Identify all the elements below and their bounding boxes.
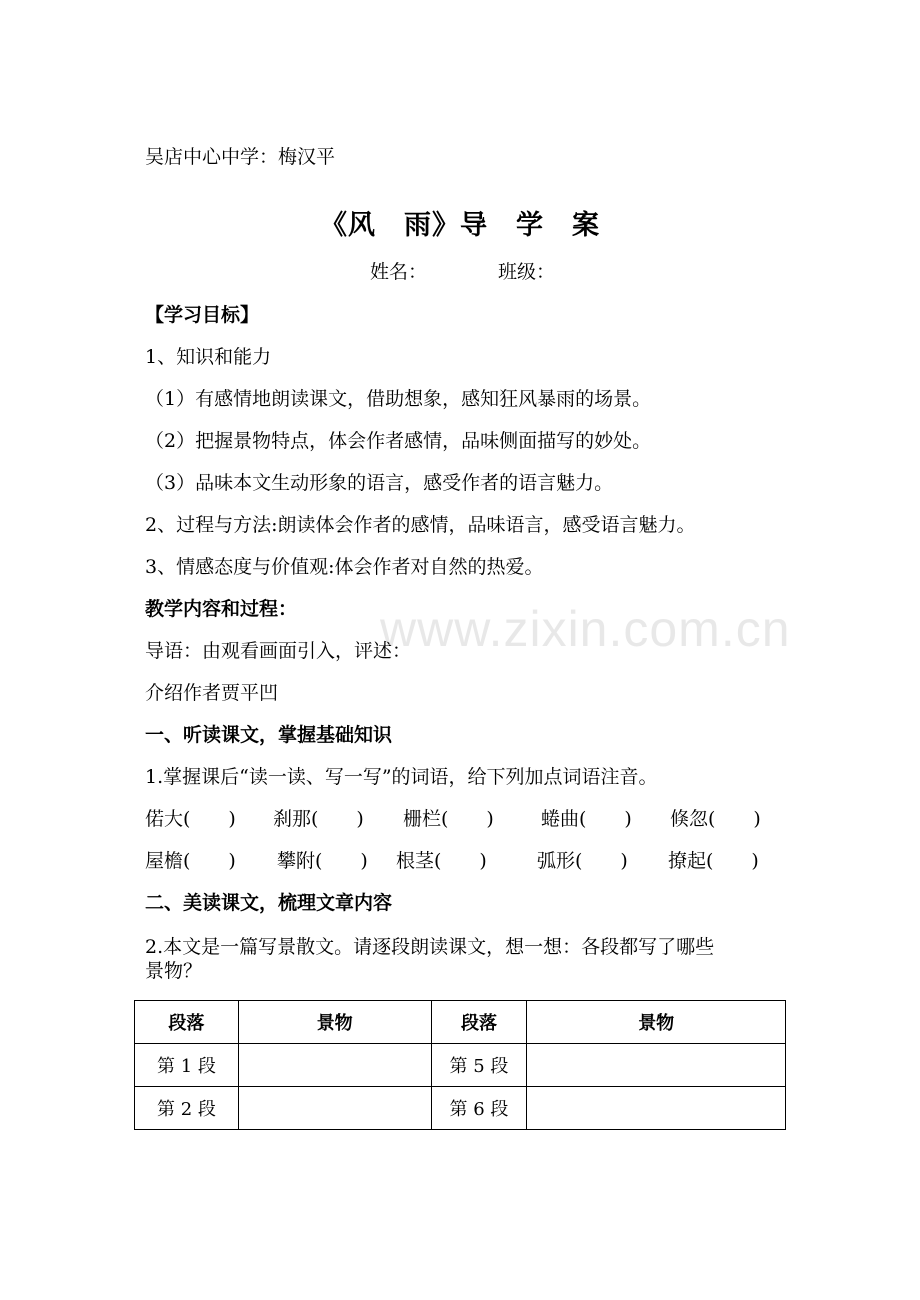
goal-item-3: 3、情感态度与价值观:体会作者对自然的热爱。 <box>145 556 544 578</box>
school-author-line: 吴店中心中学：梅汉平 <box>145 146 336 168</box>
table-header-row <box>135 1001 786 1044</box>
section1-heading: 一、听读课文，掌握基础知识 <box>145 724 393 746</box>
goal-item-1: 1、知识和能力 <box>145 346 272 368</box>
table-row <box>135 1044 786 1087</box>
vocab-item: 蜷曲( ) <box>541 808 632 830</box>
vocab-item: 弧形( ) <box>537 850 628 872</box>
paragraph-cell: 第 1 段 <box>135 1044 239 1087</box>
intro-line: 导语：由观看画面引入，评述： <box>145 640 412 662</box>
paragraph-cell: 第 5 段 <box>431 1044 527 1087</box>
vocab-item: 倏忽( ) <box>670 808 761 830</box>
question-1: 1.掌握课后“读一读、写一写”的词语，给下列加点词语注音。 <box>145 766 658 788</box>
vocab-item: 攀附( ) <box>277 850 368 872</box>
question-2-line-2: 景物？ <box>145 960 203 982</box>
process-heading: 教学内容和过程： <box>145 598 298 620</box>
vocab-item: 屋檐( ) <box>145 850 236 872</box>
question-2-line-1: 2.本文是一篇写景散文。请逐段朗读课文，想一想：各段都写了哪些 <box>145 936 715 958</box>
table-row <box>135 1087 786 1130</box>
paragraph-cell: 第 2 段 <box>135 1087 239 1130</box>
page-title: 《风 雨》导 学 案 <box>320 210 600 241</box>
header-cell-paragraph: 段落 <box>431 1001 527 1044</box>
header-cell-paragraph: 段落 <box>135 1001 239 1044</box>
goals-heading: 【学习目标】 <box>145 304 260 326</box>
goal-item-2: 2、过程与方法:朗读体会作者的感情，品味语言，感受语言魅力。 <box>145 514 696 536</box>
goal-sub-2: （2）把握景物特点，体会作者感情，品味侧面描写的妙处。 <box>145 430 652 452</box>
name-label: 姓名： <box>370 261 428 283</box>
scenery-input-cell[interactable] <box>238 1087 431 1130</box>
vocab-item: 撩起( ) <box>668 850 759 872</box>
scenery-input-cell[interactable] <box>527 1087 786 1130</box>
vocab-item: 偌大( ) <box>145 808 236 830</box>
vocab-item: 栅栏( ) <box>403 808 494 830</box>
class-label: 班级： <box>498 261 556 283</box>
section2-heading: 二、美读课文，梳理文章内容 <box>145 892 393 914</box>
header-cell-scenery: 景物 <box>527 1001 786 1044</box>
scenery-input-cell[interactable] <box>527 1044 786 1087</box>
vocab-item: 刹那( ) <box>273 808 364 830</box>
author-intro-line: 介绍作者贾平凹 <box>145 682 279 704</box>
goal-sub-3: （3）品味本文生动形象的语言，感受作者的语言魅力。 <box>145 472 614 494</box>
scenery-table <box>134 1000 786 1130</box>
watermark: www.zixin.com.cn <box>380 601 791 657</box>
vocab-item: 根茎( ) <box>396 850 487 872</box>
header-cell-scenery: 景物 <box>238 1001 431 1044</box>
paragraph-cell: 第 6 段 <box>431 1087 527 1130</box>
goal-sub-1: （1）有感情地朗读课文，借助想象，感知狂风暴雨的场景。 <box>145 388 652 410</box>
scenery-input-cell[interactable] <box>238 1044 431 1087</box>
